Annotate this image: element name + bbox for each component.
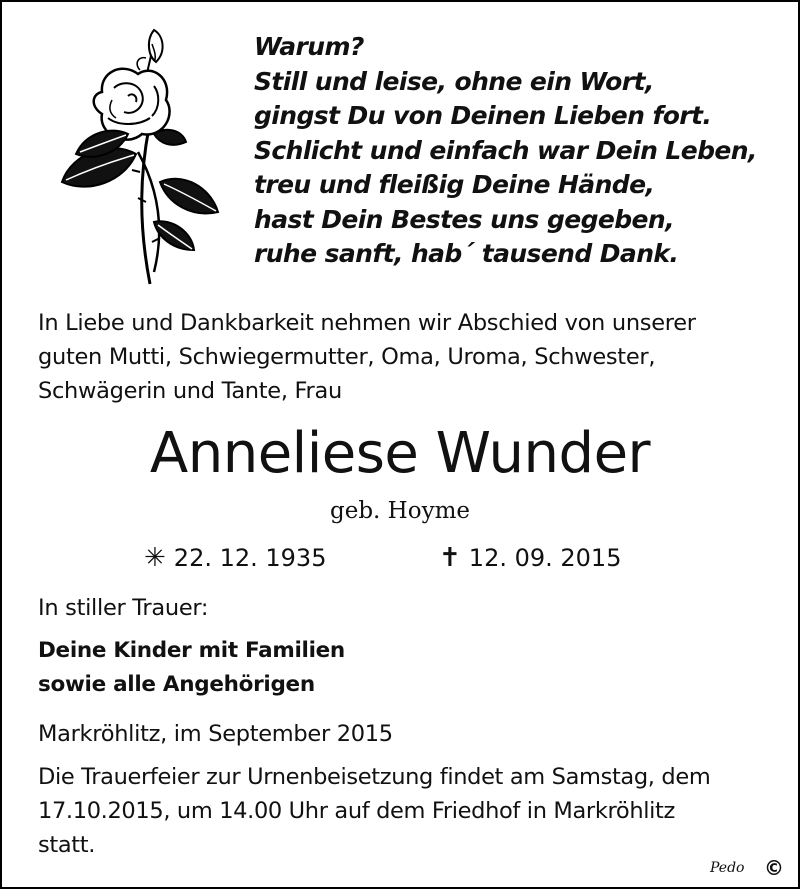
poem-line: Schlicht und einfach war Dein Leben,	[254, 135, 757, 165]
death-date-group	[439, 542, 621, 574]
cross-icon: ✝	[439, 543, 461, 573]
service-line: Die Trauerfeier zur Urnenbeisetzung findet am Samstag, dem	[38, 764, 711, 790]
mourners-list	[38, 634, 345, 702]
mourners-line: sowie alle Angehörigen	[38, 672, 315, 697]
birth-date-group	[144, 544, 326, 572]
service-line: 17.10.2015, um 14.00 Uhr auf dem Friedhof in Markröhlitz	[38, 798, 675, 824]
death-date: 12. 09. 2015	[468, 544, 622, 572]
poem-line: Warum?	[254, 32, 364, 61]
birth-star-icon: ✳	[144, 543, 166, 573]
mourning-heading: In stiller Trauer:	[38, 595, 209, 621]
service-info	[38, 760, 778, 862]
poem	[254, 30, 757, 272]
rose-icon	[42, 22, 232, 292]
birth-name: geb. Hoyme	[330, 498, 470, 524]
poem-line: treu und fleißig Deine Hände,	[254, 170, 655, 199]
intro-text	[38, 306, 768, 408]
publisher-signature: Pedo	[710, 860, 745, 876]
intro-line: In Liebe und Dankbarkeit nehmen wir Abschied von unserer	[38, 310, 696, 336]
poem-line: gingst Du von Deinen Lieben fort.	[254, 101, 712, 130]
life-dates	[144, 542, 622, 574]
intro-line: Schwägerin und Tante, Frau	[38, 378, 342, 404]
poem-line: Still und leise, ohne ein Wort,	[254, 66, 654, 96]
place-date: Markröhlitz, im September 2015	[38, 721, 393, 747]
poem-line: ruhe sanft, hab´ tausend Dank.	[254, 239, 679, 268]
poem-line: hast Dein Bestes uns gegeben,	[254, 204, 674, 234]
service-line: statt.	[38, 832, 96, 858]
mourners-line: Deine Kinder mit Familien	[38, 638, 345, 663]
deceased-name: Anneliese Wunder	[149, 421, 651, 486]
intro-line: guten Mutti, Schwiegermutter, Oma, Uroma, Schwester,	[38, 344, 656, 370]
birth-date: 22. 12. 1935	[173, 544, 327, 572]
copyright-icon: ©	[764, 856, 784, 880]
